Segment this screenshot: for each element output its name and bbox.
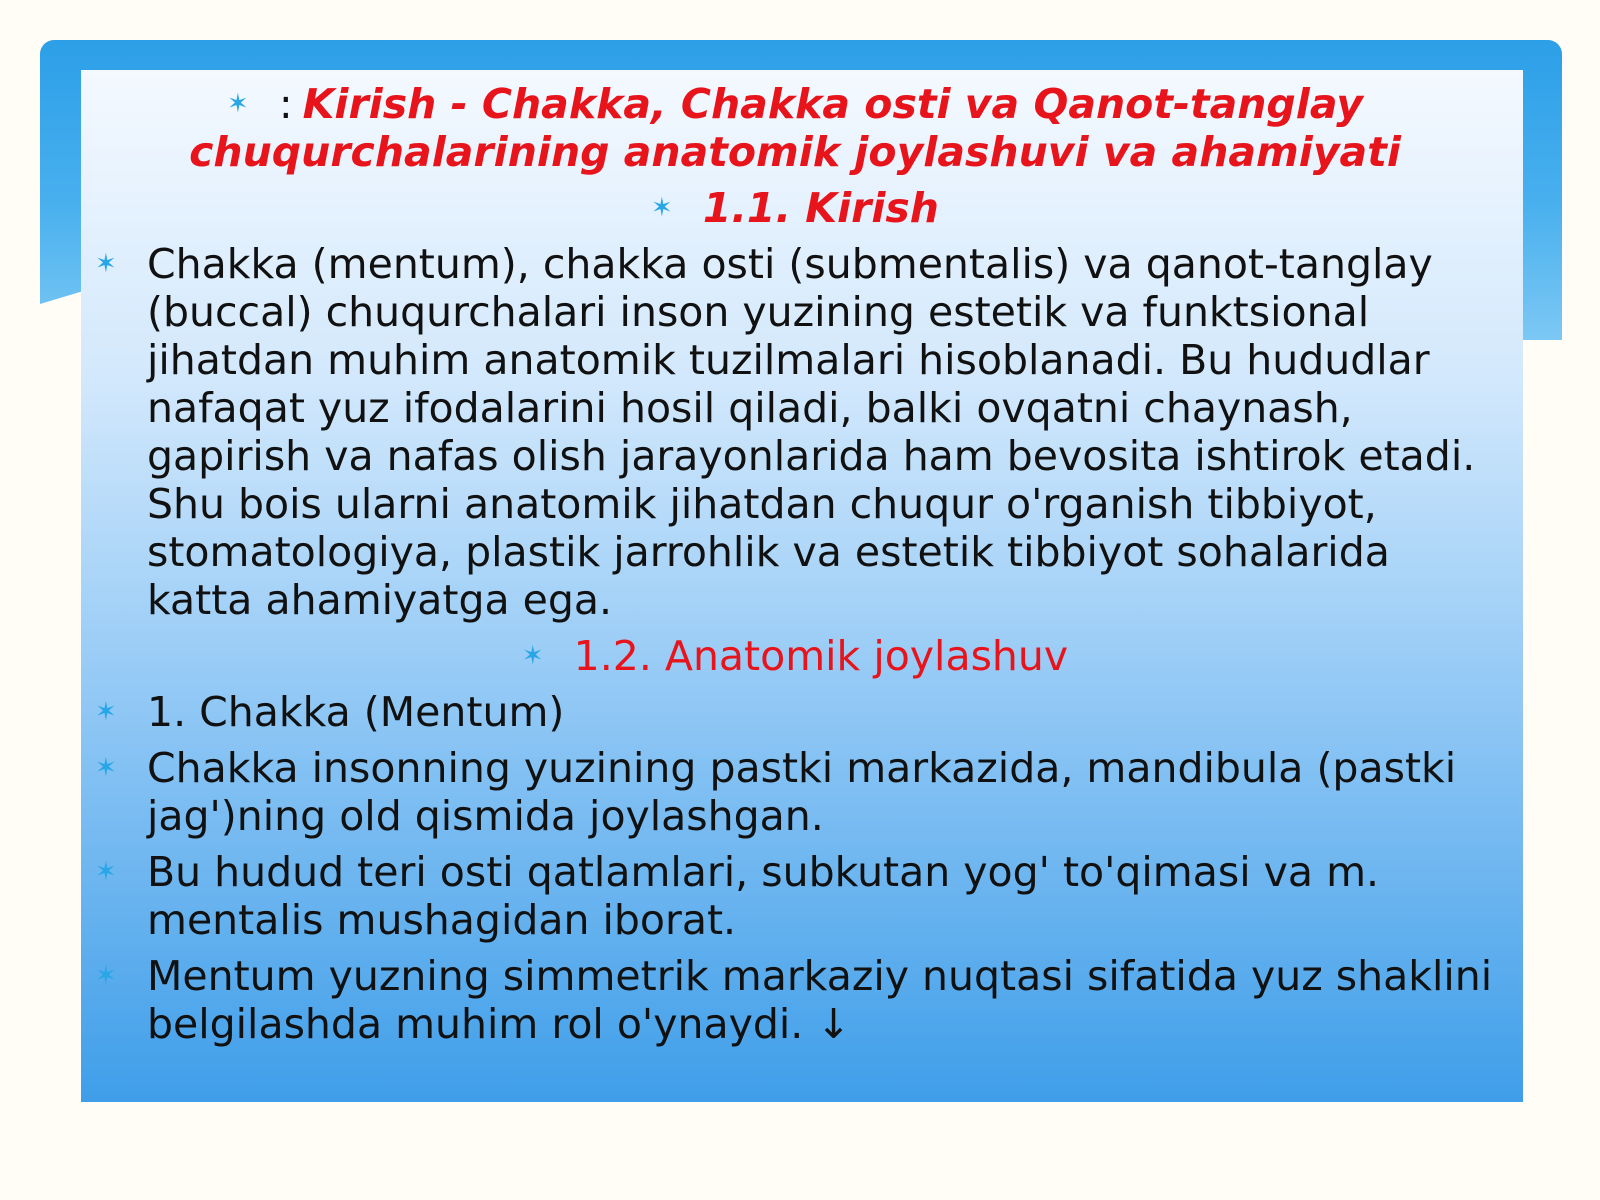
list-item xyxy=(95,688,1495,736)
slide-content xyxy=(95,80,1495,1048)
star-bullet-icon: ✶ xyxy=(95,961,117,991)
section-heading-anatomik xyxy=(95,632,1495,680)
star-bullet-icon: ✶ xyxy=(95,857,117,887)
list-item xyxy=(95,952,1495,1048)
list-item-text: Mentum yuzning simmetrik markaziy nuqtasi sifatida yuz shaklini belgilashda muhim rol o'ynaydi. ↓ xyxy=(147,952,1493,1048)
title-text-2: chuqurchalarining anatomik joylashuvi va ahamiyati xyxy=(189,128,1401,176)
star-bullet-icon: ✶ xyxy=(95,249,117,279)
star-bullet-icon: ✶ xyxy=(521,641,544,671)
list-item xyxy=(95,848,1495,944)
title-text-1: Kirish - Chakka, Chakka osti va Qanot-tanglay xyxy=(302,80,1363,128)
section-heading-text: 1.1. Kirish xyxy=(702,184,939,232)
star-bullet-icon: ✶ xyxy=(95,753,117,783)
title-prefix: : xyxy=(278,80,293,128)
slide-title-line-1 xyxy=(95,80,1495,128)
list-item-text: 1. Chakka (Mentum) xyxy=(147,688,565,736)
list-item-text: Bu hudud teri osti qatlamlari, subkutan yog' to'qimasi va m. mentalis mushagidan iborat. xyxy=(147,848,1380,944)
star-bullet-icon: ✶ xyxy=(651,193,673,223)
list-item-text: Chakka insonning yuzining pastki markazida, mandibula (pastki jag')ning old qismida joylashgan. xyxy=(147,744,1457,840)
section-heading-kirish xyxy=(95,184,1495,232)
section-heading-text: 1.2. Anatomik joylashuv xyxy=(573,632,1069,680)
intro-paragraph-text: Chakka (mentum), chakka osti (submentalis) va qanot-tanglay (buccal) chuqurchalari inson yuzining estetik va funktsional jihatdan muhim anatomik tuzilmalari hisoblanadi. Bu hududlar nafaqat yuz ifodalarini hosil qiladi, balki ovqatni chaynash, gapirish va nafas olish jarayonlarida ham bevosita ishtirok etadi. Shu bois ularni anatomik jihatdan chuqur o'rganish tibbiyot, stomatologiya, plastik jarrohlik va estetik tibbiyot sohalarida katta ahamiyatga ega. xyxy=(147,240,1476,624)
list-item xyxy=(95,744,1495,840)
star-bullet-icon: ✶ xyxy=(95,697,117,727)
intro-paragraph xyxy=(95,240,1495,624)
slide-title-line-2 xyxy=(95,128,1495,176)
star-bullet-icon: ✶ xyxy=(227,89,249,119)
